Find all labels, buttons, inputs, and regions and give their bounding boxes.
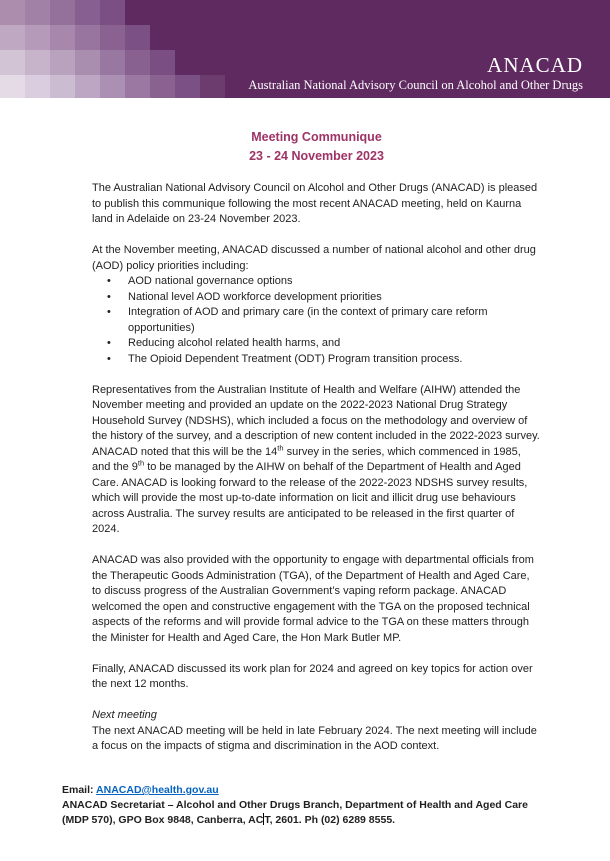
bullet-item <box>92 274 541 290</box>
email-label: Email: <box>62 784 94 796</box>
org-abbrev-title: ANACAD <box>487 53 583 77</box>
mosaic-tile <box>50 0 75 25</box>
mosaic-tile <box>175 75 200 98</box>
doc-title-line1: Meeting Communique <box>251 130 382 144</box>
mosaic-tile <box>0 0 25 25</box>
bullet-item-label: The Opioid Dependent Treatment (ODT) Program transition process. <box>128 352 463 365</box>
mosaic-tile <box>75 25 100 50</box>
next-meeting-heading: Next meeting <box>92 709 157 721</box>
mosaic-tile <box>25 0 50 25</box>
header-band <box>0 0 610 98</box>
bullet-item-label: Integration of AOD and primary care (in the context of primary care reform opportunities) <box>128 306 488 334</box>
mosaic-tile <box>75 50 100 75</box>
paragraph-intro: The Australian National Advisory Council on Alcohol and Other Drugs (ANACAD) is pleased to publish this communique following the most recent ANACAD meeting, held on Kaurna land in Adelaide on 23-24 November 2023. <box>92 182 538 225</box>
header-mosaic <box>0 0 240 98</box>
address-line-2 <box>62 813 567 828</box>
bullet-item <box>92 290 541 306</box>
mosaic-tile <box>25 25 50 50</box>
bullet-item <box>92 352 541 368</box>
ordinal-superscript: th <box>277 442 284 452</box>
mosaic-tile <box>0 50 25 75</box>
mosaic-tile <box>150 75 175 98</box>
paragraph-aihw-ndshs <box>92 383 541 538</box>
bullet-item-label: Reducing alcohol related health harms, and <box>128 337 341 349</box>
mosaic-tile <box>100 50 125 75</box>
mosaic-tile <box>50 25 75 50</box>
mosaic-tile <box>100 25 125 50</box>
bullet-item-label: National level AOD workforce development priorities <box>128 290 382 303</box>
paragraph-tga-vaping: ANACAD was also provided with the opportunity to engage with departmental officials from the Therapeutic Goods Administration (TGA), of the Department of Health and Aged Care, to discuss progress of the Australian Government’s vaping reform package. ANACAD welcomed the open and constructive engagement with the TGA on the proposed technical aspects of the reforms and will provide formal advice to the TGA on these matters through the Minister for Health and Aged Care, the Hon Mark Butler MP. <box>92 554 534 644</box>
bullet-item-label: AOD national governance options <box>128 275 293 287</box>
mosaic-tile <box>125 75 150 98</box>
footer-contact-block <box>62 783 567 828</box>
bullet-item <box>92 336 541 352</box>
email-link[interactable]: ANACAD@health.gov.au <box>96 784 219 796</box>
mosaic-tile <box>50 75 75 98</box>
mosaic-tile <box>75 75 100 98</box>
mosaic-tile <box>50 50 75 75</box>
paragraph-text: survey in the series, which commenced in 1985, and the 9 <box>92 445 521 473</box>
email-line <box>62 783 567 798</box>
mosaic-tile <box>100 75 125 98</box>
paragraph-workplan: Finally, ANACAD discussed its work plan for 2024 and agreed on key topics for action over the next 12 months. <box>92 662 533 690</box>
mosaic-tile <box>125 25 150 50</box>
mosaic-tile <box>100 0 125 25</box>
header-text-block <box>248 54 583 92</box>
mosaic-tile <box>25 75 50 98</box>
mosaic-tile <box>25 50 50 75</box>
address-text: (MDP 570), GPO Box 9848, Canberra, AC <box>62 814 264 826</box>
mosaic-tile <box>0 75 25 98</box>
org-full-name: Australian National Advisory Council on Alcohol and Other Drugs <box>248 78 583 92</box>
paragraph-text: to be managed by the AIHW on behalf of the Department of Health and Aged Care. ANACAD is looking forward to the release of the 2022-2023 NDSHS survey results, which will provide the most up-to-date information on licit and illicit drug use behaviours across Australia. The survey results are anticipated to be released in the first quarter of 2024. <box>92 461 528 535</box>
mosaic-tile <box>125 50 150 75</box>
paragraph-next-meeting: The next ANACAD meeting will be held in late February 2024. The next meeting will include a focus on the impacts of stigma and discrimination in the AOD context. <box>92 724 537 752</box>
document-body <box>0 98 610 755</box>
bullet-list <box>92 274 541 367</box>
paragraph-priorities-lead: At the November meeting, ANACAD discussed a number of national alcohol and other drug (AOD) policy priorities including: <box>92 244 536 272</box>
doc-title <box>92 128 541 165</box>
paragraph-text: Representatives from the Australian Institute of Health and Welfare (AIHW) attended the November meeting and provided an update on the 2022-2023 National Drug Strategy Household Survey (NDSHS), which included a focus on the methodology and overview of the history of the survey, and a description of new content included in the 2022-2023 survey. ANACAD noted that this will be the 14 <box>92 383 540 458</box>
doc-title-line2: 23 - 24 November 2023 <box>249 148 384 163</box>
address-line-1: ANACAD Secretariat – Alcohol and Other Drugs Branch, Department of Health and Aged Care <box>62 799 528 811</box>
mosaic-tile <box>150 50 175 75</box>
ordinal-superscript: th <box>137 458 145 468</box>
mosaic-tile <box>75 0 100 25</box>
address-text: T, 2601. Ph (02) 6289 8555. <box>264 814 396 826</box>
mosaic-tile <box>200 75 225 98</box>
bullet-item <box>92 305 541 336</box>
mosaic-tile <box>0 25 25 50</box>
